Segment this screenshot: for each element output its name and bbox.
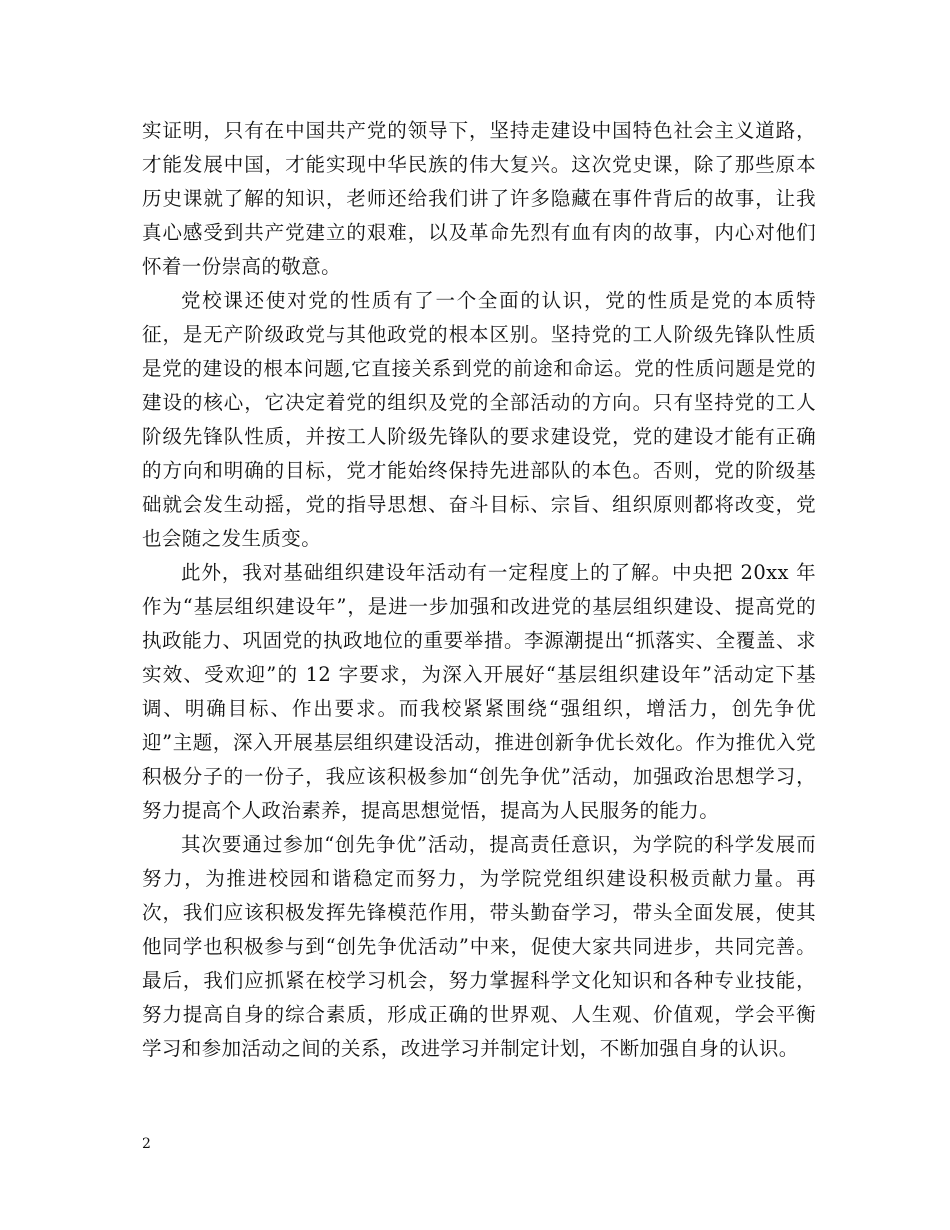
body-text: [142, 114, 816, 1066]
paragraph-2: 党校课还使对党的性质有了一个全面的认识，党的性质是党的本质特征，是无产阶级政党与其他政党的根本区别。坚持党的工人阶级先锋队性质是党的建设的根本问题,它直接关系到党的前途和命运。党的性质问题是党的建设的核心，它决定着党的组织及党的全部活动的方向。只有坚持党的工人阶级先锋队性质，并按工人阶级先锋队的要求建设党，党的建设才能有正确的方向和明确的目标，党才能始终保持先进部队的本色。否则，党的阶级基础就会发生动摇，党的指导思想、奋斗目标、宗旨、组织原则都将改变，党也会随之发生质变。: [142, 289, 816, 550]
paragraph-3: 此外，我对基础组织建设年活动有一定程度上的了解。中央把 20xx 年作为“基层组织建设年”，是进一步加强和改进党的基层组织建设、提高党的执政能力、巩固党的执政地位的重要举措。李源潮提出“抓落实、全覆盖、求实效、受欢迎”的 12 字要求，为深入开展好“基层组织建设年”活动定下基调、明确目标、作出要求。而我校紧紧围绕“强组织，增活力，创先争优迎”主题，深入开展基层组织建设活动，推进创新争优长效化。作为推优入党积极分子的一份子，我应该积极参加“创先争优”活动，加强政治思想学习，努力提高个人政治素养，提高思想觉悟，提高为人民服务的能力。: [142, 561, 816, 822]
paragraph-1: 实证明，只有在中国共产党的领导下，坚持走建设中国特色社会主义道路，才能发展中国，才能实现中华民族的伟大复兴。这次党史课，除了那些原本历史课就了解的知识，老师还给我们讲了许多隐藏在事件背后的故事，让我真心感受到共产党建立的艰难，以及革命先烈有血有肉的故事，内心对他们怀着一份崇高的敬意。: [142, 119, 816, 278]
page-number: 2: [142, 1136, 151, 1152]
paragraph-4: 其次要通过参加“创先争优”活动，提高责任意识，为学院的科学发展而努力，为推进校园和谐稳定而努力，为学院党组织建设积极贡献力量。再次，我们应该积极发挥先锋模范作用，带头勤奋学习，带头全面发展，使其他同学也积极参与到“创先争优活动”中来，促使大家共同进步，共同完善。最后，我们应抓紧在校学习机会，努力掌握科学文化知识和各种专业技能，努力提高自身的综合素质，形成正确的世界观、人生观、价值观，学会平衡学习和参加活动之间的关系，改进学习并制定计划，不断加强自身的认识。: [142, 833, 816, 1060]
